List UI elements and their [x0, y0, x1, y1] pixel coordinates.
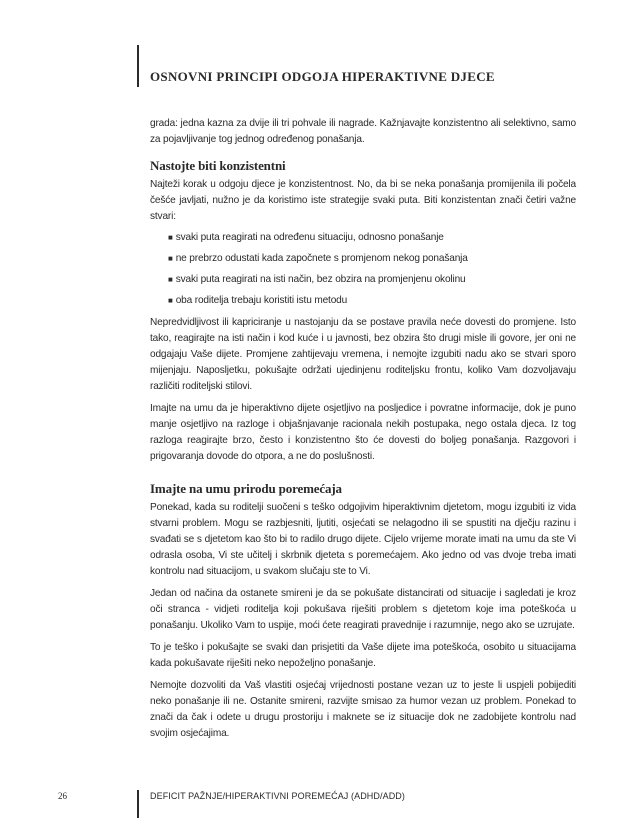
square-bullet-icon: ■ [168, 254, 173, 263]
footer-rule [137, 790, 139, 818]
section2-paragraph: Ponekad, kada su roditelji suočeni s teško odgojivim hiperaktivnim djetetom, mogu izgubiti iz vida stvarni problem. Mogu se razbjesniti, ljutiti, osjećati se nelagodno ili se spustiti na dječju razinu i svađati se s djetetom kao što bi to radilo drugo dijete. Cijelo vrijeme morate imati na umu da ste Vi odrasla osoba, Vi ste učitelj i skrbnik djeteta s poremećajem. Ako jedno od vas dvoje treba imati kontrolu nad situacijom, u svakom slučaju ste to Vi. [150, 502, 576, 577]
section1-paragraph: Imajte na umu da je hiperaktivno dijete osjetljivo na posljedice i povratne informacije, dok je puno manje osjetljivo na razloge i objašnjavanje racionala nekih postupaka, nego ostala djeca. Iz tog razloga reagirajte brzo, često i konzistentno što će dovesti do boljeg ponašanja. Razgovori i prigovaranja dovode do otpora, a ne do poslušnosti. [150, 403, 576, 462]
list-item: ■ svaki puta reagirati na određenu situaciju, odnosno ponašanje [168, 232, 444, 243]
section-heading-disorder-nature: Imajte na umu prirodu poremećaja [150, 481, 342, 496]
list-item: ■ oba roditelja trebaju koristiti istu metodu [168, 295, 348, 306]
section1-paragraph: Nepredvidljivost ili kapriciranje u nastojanju da se postave pravila neće dovesti do promjene. Isto tako, reagirajte na isti način i kod kuće i u javnosti, bez obzira što drugi misle ili govore, jer oni ne odgajaju Vaše dijete. Promjene zahtijevaju vremena, i nemojte izgubiti nadu ako se stvari sporo mijenjaju. Naposljetku, pokušajte održati ujedinjenu roditeljsku frontu, koliko Vam dozvoljavaju različiti roditeljski stilovi. [150, 317, 576, 392]
page-number: 26 [58, 791, 67, 801]
square-bullet-icon: ■ [168, 233, 173, 242]
section-heading-consistency: Nastojte biti konzistentni [150, 158, 286, 173]
running-header-title: OSNOVNI PRINCIPI ODGOJA HIPERAKTIVNE DJECE [150, 69, 495, 84]
section2-paragraph: Jedan od načina da ostanete smireni je da se pokušate distancirati od situacije i sagledati je kroz oči stranca - vidjeti roditelja koji pokušava riješiti problem s djetetom koje ima poteškoća u ponašanju. Ukoliko Vam to uspije, moći ćete reagirati pravednije i razumnije, nego ako se uzrujate. [150, 588, 576, 631]
square-bullet-icon: ■ [168, 275, 173, 284]
section2-paragraph: Nemojte dozvoliti da Vaš vlastiti osjećaj vrijednosti postane vezan uz to jeste li uspjeli pobijediti neko ponašanje ili ne. Ostanite smireni, razvijte smisao za humor vezan uz problem. Ponekad to znači da čak i odete u drugu prostoriju i maknete se iz situacije dok ne zadobijete kontrolu nad svojim osjećajima. [150, 680, 576, 739]
header-rule [137, 45, 139, 87]
list-item: ■ ne prebrzo odustati kada započnete s promjenom nekog ponašanja [168, 253, 468, 264]
page-body [150, 116, 576, 748]
list-item: ■ svaki puta reagirati na isti način, bez obzira na promjenjenu okolinu [168, 274, 466, 285]
intro-paragraph: grada: jedna kazna za dvije ili tri pohvale ili nagrade. Kažnjavajte konzistentno ali selektivno, samo za pojavljivanje tog jednog određenog ponašanja. [150, 118, 576, 145]
consistency-list [150, 231, 576, 308]
section2-paragraph: To je teško i pokušajte se svaki dan prisjetiti da Vaše dijete ima poteškoća, osobito u situacijama kada pokušavate riješiti neko nepoželjno ponašanje. [150, 642, 576, 669]
section1-paragraph: Najteži korak u odgoju djece je konzistentnost. No, da bi se neka ponašanja promijenila ili počela češće javljati, nužno je da koristimo iste strategije svaki puta. Biti konzistentan znači četiri važne stvari: [150, 179, 576, 222]
square-bullet-icon: ■ [168, 296, 173, 305]
running-footer-title: DEFICIT PAŽNJE/HIPERAKTIVNI POREMEĆAJ (ADHD/ADD) [150, 791, 405, 801]
